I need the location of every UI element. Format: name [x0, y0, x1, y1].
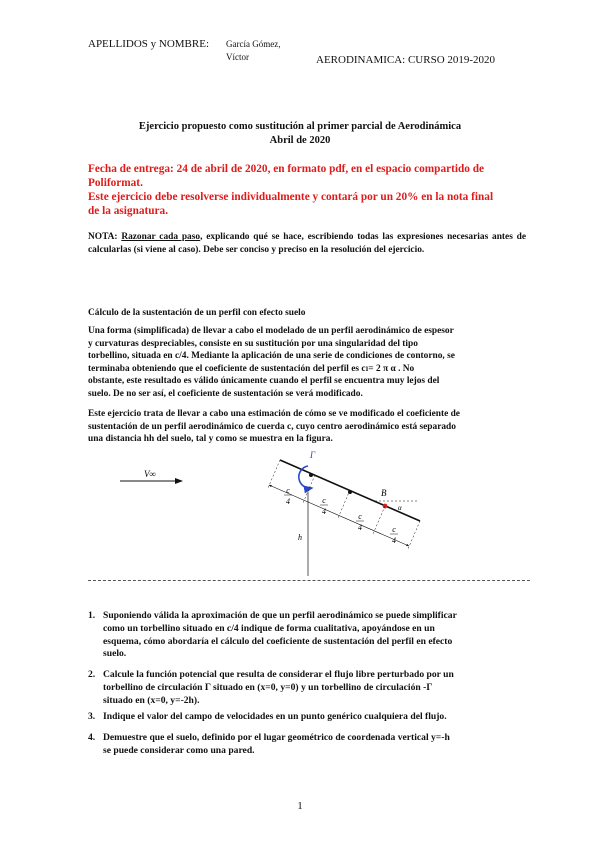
gamma-label: Γ — [310, 450, 316, 460]
question-2 — [88, 669, 528, 707]
c4-num-1: c — [286, 486, 290, 495]
question-line: esquema, cómo abordaría el cálculo del coeficiente de sustentación del perfil en efecto — [103, 635, 453, 647]
c4-den-4: 4 — [392, 536, 396, 545]
question-1 — [88, 610, 528, 661]
name-label: APELLIDOS y NOMBRE: — [88, 38, 210, 50]
question-line: Demuestre que el suelo, definido por el lugar geométrico de coordenada vertical y=-h — [103, 732, 450, 743]
p1-line: y curvaturas despreciables, consiste en su sustitución por una singularidad del tipo — [88, 338, 418, 349]
nota-rest: , explicando qué se hace, escribiendo todas las expresiones necesarias antes de calcularlas (si viene al caso). Debe ser conciso y preciso en la resolución del ejercicio. — [88, 232, 527, 255]
alpha-label: α — [398, 504, 402, 512]
student-name — [226, 38, 280, 64]
p1-line: Una forma (simplificada) de llevar a cabo el modelado de un perfil aerodinámico de espesor — [88, 326, 454, 336]
page-title — [0, 120, 600, 148]
point-quarter-chord — [309, 473, 313, 477]
p1-line: obstante, este resultado es válido únicamente cuando el perfil se encuentra muy lejos del — [88, 376, 440, 387]
notice-line4: de la asignatura. — [88, 205, 169, 217]
c4-num-2: c — [322, 496, 326, 505]
nota-paragraph — [88, 231, 526, 256]
p2-line: sustentación de un perfil aerodinámico de cuerda c, cuyo centro aerodinámico está separado — [88, 421, 456, 432]
question-line: situado en (x=0, y=-2h). — [103, 694, 200, 706]
question-4 — [88, 732, 528, 758]
question-3 — [88, 711, 528, 724]
nota-label: NOTA: — [88, 232, 118, 242]
p2-line: una distancia hh del suelo, tal y como se muestra en la figura. — [88, 434, 333, 445]
nota-underlined: Razonar cada paso — [121, 232, 201, 242]
paragraph-1 — [88, 325, 528, 401]
c4-den-2: 4 — [322, 507, 326, 516]
p1-line: terminaba obteniendo que el coeficiente de sustentación del perfil es cₗ= 2 π α . No — [88, 363, 415, 374]
title-line1: Ejercicio propuesto como sustitución al primer parcial de Aerodinámica — [138, 121, 462, 132]
question-line: torbellino de circulación Γ situado en (x=0, y=0) y un torbellino de circulación -Γ — [103, 681, 433, 693]
height-label: h — [298, 533, 302, 542]
delivery-notice — [88, 162, 528, 218]
paragraph-2 — [88, 408, 528, 446]
question-line: Indique el valor del campo de velocidades en un punto genérico cualquiera del flujo. — [103, 711, 447, 722]
question-line: como un torbellino situado en c/4 indique de forma cualitativa, apoyándose en un — [103, 622, 435, 634]
c4-num-3: c — [358, 512, 362, 521]
question-line: suelo. — [103, 648, 127, 660]
question-line: Calcule la función potencial que resulta de considerar el flujo libre perturbado por un — [103, 669, 454, 680]
course-label: AERODINAMICA: CURSO 2019-2020 — [316, 54, 496, 66]
section-heading: Cálculo de la sustentación de un perfil con efecto suelo — [88, 308, 306, 318]
vortex-circulation-icon — [299, 466, 312, 488]
question-number: 3. — [88, 711, 96, 722]
title-line2: Abril de 2020 — [269, 135, 331, 146]
question-number: 2. — [88, 669, 96, 680]
question-line: Suponiendo válida la aproximación de que un perfil aerodinámico se puede simplificar — [103, 610, 457, 621]
c4-num-4: c — [392, 525, 396, 534]
page-number: 1 — [297, 800, 303, 812]
p1-line: suelo. De no ser así, el coeficiente de sustentación se verá modificado. — [88, 388, 363, 399]
question-line: se puede considerar como una pared. — [103, 744, 255, 756]
notice-line2: Poliformat. — [88, 177, 143, 189]
chord-dimension — [269, 485, 409, 546]
c4-den-1: 4 — [286, 497, 290, 506]
freestream-label: V∞ — [144, 469, 156, 479]
notice-line1: Fecha de entrega: 24 de abril de 2020, en formato pdf, en el espacio compartido de — [88, 163, 485, 175]
point-b-label: B — [381, 488, 387, 498]
c4-den-3: 4 — [358, 523, 362, 532]
student-name-line1: García Gómez, — [226, 39, 281, 49]
notice-line3: Este ejercicio debe resolverse individualmente y contará por un 20% en la nota final — [88, 191, 494, 203]
dashed-separator — [88, 580, 530, 581]
student-name-line2: Víctor — [226, 52, 249, 62]
airfoil-figure — [100, 448, 430, 583]
question-number: 1. — [88, 610, 96, 621]
p2-line: Este ejercicio trata de llevar a cabo una estimación de cómo se ve modificado el coeficiente de — [88, 409, 460, 419]
p1-line: torbellino, situada en c/4. Mediante la aplicación de una serie de condiciones de contorno, se — [88, 351, 455, 362]
question-number: 4. — [88, 732, 96, 743]
